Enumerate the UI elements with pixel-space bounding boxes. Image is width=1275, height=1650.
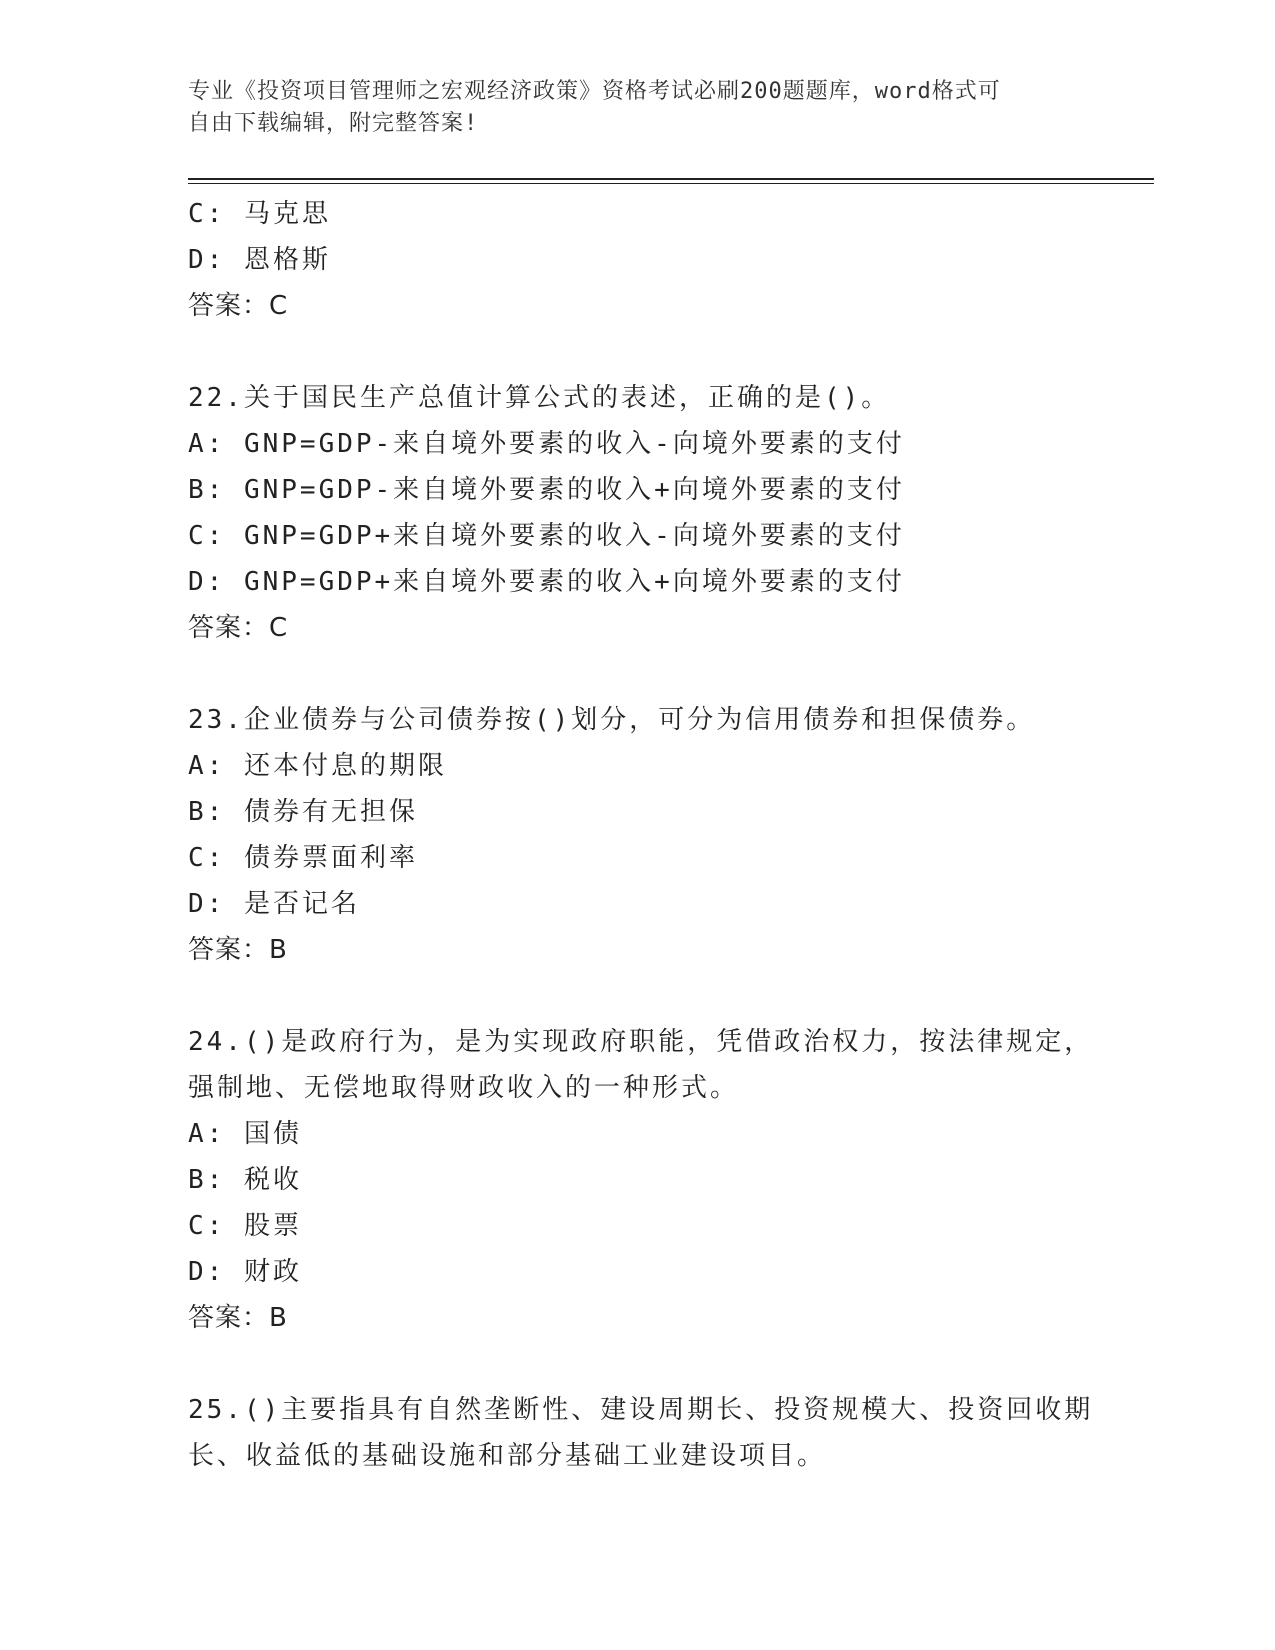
header-line-2: 自由下载编辑，附完整答案!	[188, 111, 479, 136]
option-d: D: 是否记名	[188, 889, 360, 919]
answer: 答案：B	[188, 935, 288, 965]
question-list	[188, 191, 1094, 1479]
option-d: D: 财政	[188, 1257, 302, 1287]
document-header	[188, 76, 1068, 140]
spacer	[188, 329, 1088, 375]
option-b: B: 债券有无担保	[188, 797, 418, 827]
answer: 答案：C	[188, 613, 289, 643]
spacer	[188, 1341, 1088, 1387]
option-b: B: 税收	[188, 1165, 302, 1195]
question-stem-line-2: 长、收益低的基础设施和部分基础工业建设项目。	[188, 1441, 827, 1471]
question-22	[188, 375, 1088, 651]
spacer	[188, 973, 1088, 1019]
answer: 答案：B	[188, 1303, 288, 1333]
question-stem-line-1: 25.()主要指具有自然垄断性、建设周期长、投资规模大、投资回收期	[188, 1395, 1094, 1425]
header-rule-thick	[188, 178, 1154, 180]
option-a: A: 国债	[188, 1119, 302, 1149]
option-d: D: 恩格斯	[188, 245, 331, 275]
question-stem: 22.关于国民生产总值计算公式的表述，正确的是()。	[188, 383, 891, 413]
partial-question	[188, 191, 1088, 329]
option-c: C: 马克思	[188, 199, 331, 229]
answer: 答案：C	[188, 291, 289, 321]
header-line-1: 专业《投资项目管理师之宏观经济政策》资格考试必刷200题题库，word格式可	[188, 79, 1001, 104]
question-25	[188, 1387, 1094, 1479]
option-c: C: GNP=GDP+来自境外要素的收入-向境外要素的支付	[188, 521, 905, 551]
header-rule-thin	[188, 183, 1154, 184]
spacer	[188, 651, 1088, 697]
question-24	[188, 1019, 1094, 1341]
question-stem: 23.企业债券与公司债券按()划分，可分为信用债券和担保债券。	[188, 705, 1036, 735]
option-d: D: GNP=GDP+来自境外要素的收入+向境外要素的支付	[188, 567, 905, 597]
option-c: C: 股票	[188, 1211, 302, 1241]
question-stem-line-1: 24.()是政府行为，是为实现政府职能，凭借政治权力，按法律规定，	[188, 1027, 1094, 1057]
option-b: B: GNP=GDP-来自境外要素的收入+向境外要素的支付	[188, 475, 905, 505]
option-a: A: 还本付息的期限	[188, 751, 447, 781]
option-c: C: 债券票面利率	[188, 843, 418, 873]
question-23	[188, 697, 1088, 973]
question-stem-line-2: 强制地、无偿地取得财政收入的一种形式。	[188, 1073, 740, 1103]
option-a: A: GNP=GDP-来自境外要素的收入-向境外要素的支付	[188, 429, 905, 459]
